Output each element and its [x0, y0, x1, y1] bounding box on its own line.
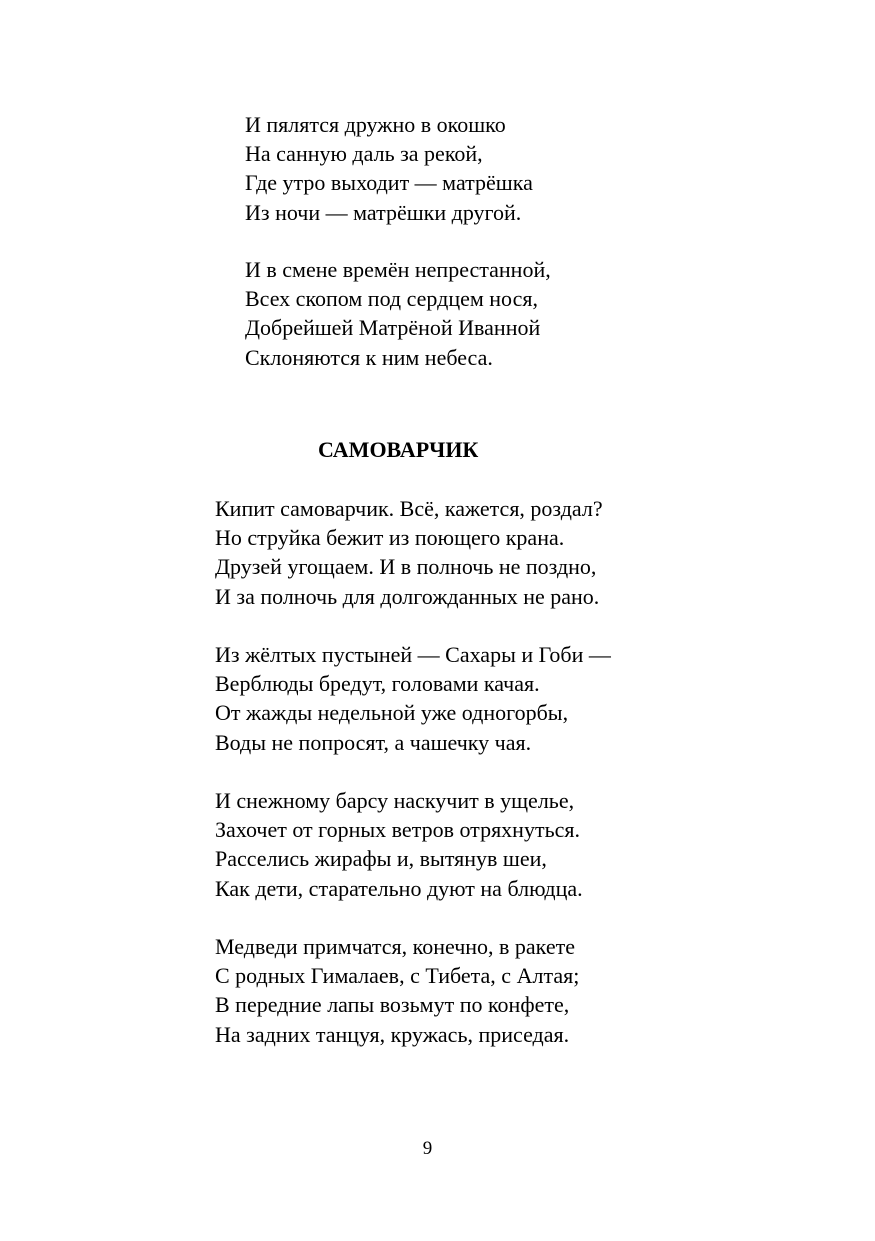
verse-line: В передние лапы возьмут по конфете,	[215, 992, 570, 1018]
verse-line: Захочет от горных ветров отряхнуться.	[215, 817, 580, 843]
stanza	[245, 255, 551, 372]
verse-line: Медведи примчатся, конечно, в ракете	[215, 934, 575, 959]
verse-line: Кипит самоварчик. Всё, кажется, роздал?	[215, 496, 603, 521]
verse-line: Всех скопом под сердцем нося,	[245, 286, 538, 312]
verse-line: На задних танцуя, кружась, приседая.	[215, 1021, 570, 1047]
verse-line: На санную даль за рекой,	[245, 141, 483, 167]
stanza	[215, 932, 579, 1049]
verse-line: И снежному барсу наскучит в ущелье,	[215, 788, 575, 813]
verse-line: Из жёлтых пустыней — Сахары и Гоби —	[215, 642, 611, 667]
verse-line: Где утро выходит — матрёшка	[245, 170, 533, 196]
verse-line: Из ночи — матрёшки другой.	[245, 199, 522, 225]
verse-line: И за полночь для долгожданных не рано.	[215, 583, 600, 609]
stanza	[215, 640, 611, 757]
verse-line: Но струйка бежит из поющего крана.	[215, 525, 565, 551]
verse-line: С родных Гималаев, с Тибета, с Алтая;	[215, 963, 580, 989]
verse-line: Друзей угощаем. И в полночь не поздно,	[215, 554, 597, 580]
verse-line: Расселись жирафы и, вытянув шеи,	[215, 846, 547, 872]
stanza	[215, 494, 603, 611]
verse-line: Склоняются к ним небеса.	[245, 344, 493, 370]
stanza	[245, 110, 533, 227]
verse-line: Как дети, старательно дуют на блюдца.	[215, 875, 583, 901]
verse-line: Воды не попросят, а чашечку чая.	[215, 729, 532, 755]
stanza	[215, 786, 583, 903]
verse-line: И в смене времён непрестанной,	[245, 257, 551, 282]
page-number: 9	[422, 1138, 433, 1159]
poem-title: САМОВАРЧИК	[318, 437, 479, 462]
verse-line: И пялятся дружно в окошко	[245, 112, 506, 137]
verse-line: От жажды недельной уже одногорбы,	[215, 700, 569, 726]
verse-line: Добрейшей Матрёной Иванной	[245, 315, 541, 341]
verse-line: Верблюды бредут, головами качая.	[215, 671, 540, 697]
